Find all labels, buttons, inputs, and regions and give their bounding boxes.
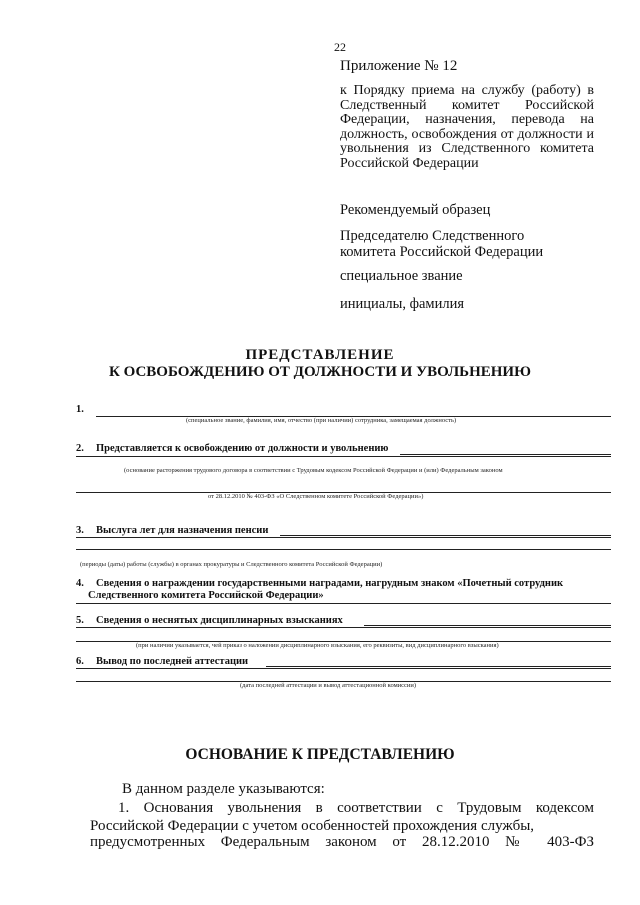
item-2-field[interactable]: [400, 454, 611, 455]
caption-2b: от 28.12.2010 № 403-ФЗ «О Следственном комитете Российской Федерации»): [208, 493, 424, 500]
form-title-line2: К ОСВОБОЖДЕНИЮ ОТ ДОЛЖНОСТИ И УВОЛЬНЕНИЮ: [108, 364, 531, 380]
item-5: [76, 615, 343, 626]
item-number: 5.: [76, 615, 84, 626]
item-label: Сведения о награждении государственными наградами, нагрудным знаком «Почетный сотрудник: [96, 578, 564, 589]
caption-6: (дата последней аттестации и вывод аттестационной комиссии): [240, 682, 417, 689]
item-6-field[interactable]: [266, 666, 611, 667]
basis-intro: В данном разделе указываются:: [122, 781, 325, 797]
page-number: 22: [334, 40, 346, 54]
item-number: 4.: [76, 578, 84, 589]
item-label: Выслуга лет для назначения пенсии: [96, 525, 269, 536]
form-title-line1: ПРЕДСТАВЛЕНИЕ: [245, 347, 395, 363]
appendix-title: Приложение № 12: [340, 58, 458, 74]
item-label: Вывод по последней аттестации: [96, 656, 249, 667]
item-1: [76, 404, 96, 415]
item-label-cont: Следственного комитета Российской Федерации»: [88, 590, 324, 601]
item-6-underline: [76, 668, 611, 669]
item-2-underline: [76, 456, 611, 457]
basis-paragraph-1-cont: предусмотренных Федеральным законом от 28.12.2010 № 403-ФЗ: [90, 834, 594, 850]
item-label: Сведения о неснятых дисциплинарных взысканиях: [96, 615, 343, 626]
basis-paragraph-1: 1. Основания увольнения в соответствии с Трудовым кодексом Российской Федерации с учетом особенностей прохождения службы,: [90, 800, 594, 834]
initials-surname: инициалы, фамилия: [340, 296, 465, 312]
caption-2a: (основание расторжения трудового договора в соответствии с Трудовым кодексом Российской Федерации и (или) Федеральным законом: [124, 467, 503, 474]
caption-3: (периоды (даты) работы (службы) в органах прокуратуры и Следственного комитета Российской Федерации): [80, 561, 383, 568]
addressee: Председателю Следственного комитета Российской Федерации: [340, 228, 544, 260]
item-3: [76, 525, 268, 536]
item-number: 2.: [76, 443, 84, 454]
item-3-field-2[interactable]: [76, 549, 611, 550]
item-5-underline: [76, 627, 611, 628]
recommended-sample: Рекомендуемый образец: [340, 202, 491, 218]
special-rank: специальное звание: [340, 268, 463, 284]
item-4-field[interactable]: [76, 603, 611, 604]
item-number: 1.: [76, 404, 84, 415]
item-3-underline: [76, 537, 611, 538]
appendix-about: к Порядку приема на службу (работу) в Следственный комитет Российской Федерации, назначения, перевода на должность, освобождения от должности и увольнения из Следственного комитета Российской Федерации: [340, 83, 594, 171]
item-label: Представляется к освобождению от должности и увольнению: [96, 443, 389, 454]
item-2: [76, 443, 388, 454]
caption-1: (специальное звание, фамилия, имя, отчество (при наличии) сотрудника, замещаемая должность): [186, 417, 457, 424]
item-number: 3.: [76, 525, 84, 536]
item-4-cont: [88, 590, 324, 601]
caption-5: (при наличии указывается, чей приказ о наложении дисциплинарного взыскания, его реквизиты, вид дисциплинарного взыскания): [136, 642, 499, 649]
basis-title: ОСНОВАНИЕ К ПРЕДСТАВЛЕНИЮ: [185, 746, 455, 763]
item-3-field[interactable]: [280, 535, 611, 536]
item-number: 6.: [76, 656, 84, 667]
item-5-field[interactable]: [364, 625, 611, 626]
item-6: [76, 656, 248, 667]
item-4: [76, 578, 563, 589]
